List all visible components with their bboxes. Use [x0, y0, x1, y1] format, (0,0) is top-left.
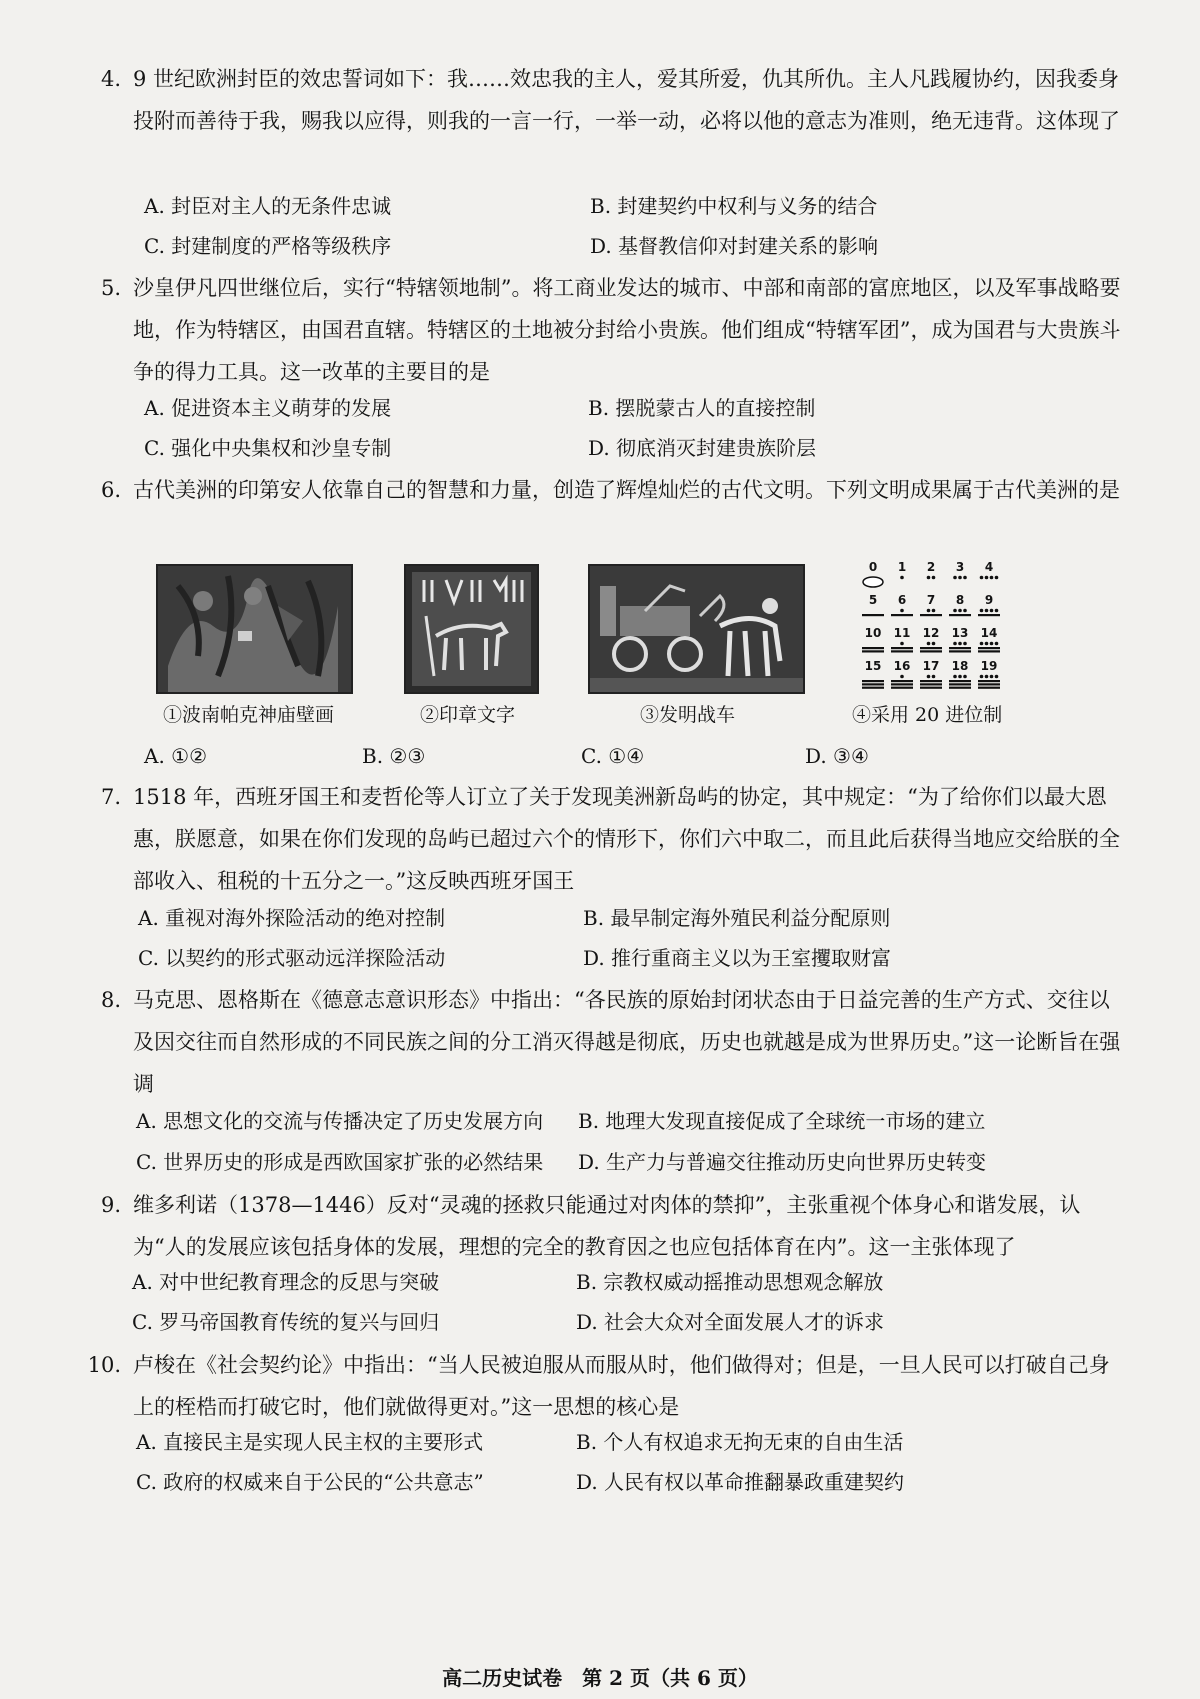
bonampak-mural-image	[156, 564, 353, 694]
maya-numeral	[945, 626, 975, 660]
question-6-stem	[100, 469, 1123, 511]
maya-bar-mark	[949, 687, 971, 689]
question-7-stem	[100, 776, 1123, 902]
maya-bar-mark	[862, 614, 884, 616]
maya-numeral-glyph	[860, 640, 886, 656]
maya-dot-mark	[990, 675, 994, 679]
maya-numeral	[974, 593, 1004, 627]
maya-numeral	[858, 560, 888, 594]
maya-dot-mark	[980, 642, 984, 646]
figure-caption-1: ①波南帕克神庙壁画	[163, 704, 335, 726]
maya-dot-mark	[932, 576, 936, 580]
maya-dot-mark	[963, 642, 967, 646]
maya-numeral-glyph	[976, 607, 1002, 623]
maya-dot-mark	[990, 642, 994, 646]
question-text: 沙皇伊凡四世继位后，实行“特辖领地制”。将工商业发达的城市、中部和南部的富庶地区，以及军事战略要地，作为特辖区，由国君直辖。特辖区的土地被分封给小贵族。他们组成“特辖军团”，成为国君与大贵族斗争的得力工具。这一改革的主要目的是	[133, 276, 1121, 384]
maya-numeral-label: 0	[868, 560, 878, 574]
maya-bar-mark	[949, 680, 971, 682]
maya-dot-mark	[990, 576, 994, 580]
maya-bar-mark	[891, 683, 913, 685]
maya-dot-mark	[995, 642, 999, 646]
maya-dot-mark	[995, 609, 999, 613]
maya-numeral-label: 3	[955, 560, 965, 574]
maya-numeral	[916, 626, 946, 660]
maya-dot-mark	[985, 609, 989, 613]
maya-dot-mark	[990, 609, 994, 613]
maya-dot-mark	[900, 576, 904, 580]
maya-bar-mark	[920, 614, 942, 616]
maya-bar-mark	[920, 650, 942, 652]
maya-bar-mark	[920, 683, 942, 685]
maya-numeral-label: 10	[864, 626, 882, 640]
maya-numeral-glyph	[947, 607, 973, 623]
maya-numeral-label: 1	[897, 560, 907, 574]
maya-numeral	[916, 593, 946, 627]
maya-numeral	[858, 593, 888, 627]
question-text: 1518 年，西班牙国王和麦哲伦等人订立了关于发现美洲新岛屿的协定，其中规定：“为了给你们以最大恩惠，朕愿意，如果在你们发现的岛屿已超过六个的情形下，你们六中取二，而且此后获得当地应交给朕的全部收入、租税的十五分之一。”这反映西班牙国王	[133, 785, 1120, 893]
option-d: D. 推行重商主义以为王室攫取财富	[583, 946, 892, 970]
maya-numeral	[887, 626, 917, 660]
option-a: A. ①②	[144, 744, 208, 768]
maya-dot-mark	[985, 576, 989, 580]
option-d: D. 彻底消灭封建贵族阶层	[588, 436, 817, 460]
maya-numeral-label: 4	[984, 560, 994, 574]
question-number: 7.	[100, 785, 121, 809]
maya-numeral-glyph	[918, 673, 944, 689]
question-number: 8.	[100, 988, 121, 1012]
maya-numeral-label: 19	[980, 659, 998, 673]
maya-numerals-figure	[858, 560, 1008, 690]
maya-dot-mark	[958, 675, 962, 679]
maya-bar-mark	[978, 650, 1000, 652]
option-b: B. ②③	[362, 744, 426, 768]
maya-dot-mark	[932, 675, 936, 679]
maya-bar-mark	[891, 680, 913, 682]
maya-dot-mark	[958, 576, 962, 580]
option-d: D. 生产力与普遍交往推动历史向世界历史转变	[578, 1150, 987, 1174]
maya-numeral-glyph	[918, 640, 944, 656]
maya-numeral-label: 15	[864, 659, 882, 673]
maya-numeral-glyph	[860, 574, 886, 590]
maya-bar-mark	[978, 687, 1000, 689]
option-a: A. 重视对海外探险活动的绝对控制	[138, 906, 446, 930]
maya-dot-mark	[980, 675, 984, 679]
maya-numeral-glyph	[976, 640, 1002, 656]
option-c: C. 罗马帝国教育传统的复兴与回归	[132, 1310, 440, 1334]
option-d: D. 社会大众对全面发展人才的诉求	[576, 1310, 885, 1334]
question-number: 9.	[100, 1193, 121, 1217]
question-number: 6.	[100, 478, 121, 502]
maya-numeral	[916, 560, 946, 594]
maya-bar-mark	[862, 680, 884, 682]
option-c: C. 政府的权威来自于公民的“公共意志”	[136, 1470, 484, 1494]
maya-numeral-label: 12	[922, 626, 940, 640]
maya-dot-mark	[927, 609, 931, 613]
maya-bar-mark	[862, 650, 884, 652]
maya-numeral-glyph	[860, 607, 886, 623]
maya-numeral-label: 16	[893, 659, 911, 673]
maya-bar-mark	[949, 650, 971, 652]
option-c: C. 强化中央集权和沙皇专制	[144, 436, 392, 460]
maya-numeral-glyph	[947, 673, 973, 689]
maya-numeral	[887, 560, 917, 594]
question-number: 4.	[100, 67, 121, 91]
option-c: C. ①④	[581, 744, 645, 768]
maya-numeral-label: 11	[893, 626, 911, 640]
maya-numeral-label: 7	[926, 593, 936, 607]
question-number: 5.	[100, 276, 121, 300]
maya-numeral	[887, 659, 917, 693]
maya-bar-mark	[978, 614, 1000, 616]
option-c: C. 世界历史的形成是西欧国家扩张的必然结果	[136, 1150, 544, 1174]
maya-dot-mark	[995, 576, 999, 580]
maya-numeral-label: 17	[922, 659, 940, 673]
option-a: A. 对中世纪教育理念的反思与突破	[132, 1270, 440, 1294]
maya-dot-mark	[927, 642, 931, 646]
maya-bar-mark	[949, 647, 971, 649]
maya-dot-mark	[927, 675, 931, 679]
question-text: 维多利诺（1378—1446）反对“灵魂的拯救只能通过对肉体的禁抑”，主张重视个体身心和谐发展，认为“人的发展应该包括身体的发展，理想的完全的教育因之也应包括体育在内”。这一主张体现了	[133, 1193, 1081, 1259]
option-b: B. 最早制定海外殖民利益分配原则	[583, 906, 891, 930]
maya-dot-mark	[958, 642, 962, 646]
maya-numeral-label: 14	[980, 626, 998, 640]
question-text: 卢梭在《社会契约论》中指出：“当人民被迫服从而服从时，他们做得对；但是，一旦人民可以打破自己身上的桎梏而打破它时，他们就做得更对。”这一思想的核心是	[133, 1353, 1110, 1419]
question-text: 9 世纪欧洲封臣的效忠誓词如下：我……效忠我的主人，爱其所爱，仇其所仇。主人凡践履协约，因我委身投附而善待于我，赐我以应得，则我的一言一行，一举一动，必将以他的意志为准则，绝无违背。这体现了	[133, 67, 1120, 133]
maya-dot-mark	[900, 675, 904, 679]
maya-numeral	[887, 593, 917, 627]
maya-dot-mark	[953, 642, 957, 646]
maya-bar-mark	[891, 650, 913, 652]
maya-numeral	[916, 659, 946, 693]
maya-numeral-label: 5	[868, 593, 878, 607]
option-d: D. 基督教信仰对封建关系的影响	[590, 234, 879, 258]
maya-numeral	[974, 626, 1004, 660]
maya-bar-mark	[920, 687, 942, 689]
maya-numeral-label: 2	[926, 560, 936, 574]
maya-numeral-label: 6	[897, 593, 907, 607]
figure-caption-2: ②印章文字	[420, 704, 516, 726]
maya-dot-mark	[932, 642, 936, 646]
maya-bar-mark	[978, 680, 1000, 682]
maya-bar-mark	[862, 687, 884, 689]
maya-dot-mark	[963, 576, 967, 580]
maya-bar-mark	[862, 647, 884, 649]
maya-numeral-glyph	[889, 607, 915, 623]
maya-numeral-label: 8	[955, 593, 965, 607]
maya-dot-mark	[953, 576, 957, 580]
maya-bar-mark	[920, 647, 942, 649]
question-8-stem	[100, 979, 1123, 1105]
maya-dot-mark	[985, 642, 989, 646]
maya-numeral	[945, 593, 975, 627]
maya-dot-mark	[932, 609, 936, 613]
maya-bar-mark	[862, 683, 884, 685]
option-a: A. 促进资本主义萌芽的发展	[144, 396, 392, 420]
maya-numeral	[858, 659, 888, 693]
maya-numeral	[945, 560, 975, 594]
maya-bar-mark	[978, 683, 1000, 685]
option-c: C. 以契约的形式驱动远洋探险活动	[138, 946, 446, 970]
question-5-stem	[100, 267, 1123, 393]
maya-shell-mark	[863, 577, 883, 587]
maya-bar-mark	[949, 614, 971, 616]
option-d: D. 人民有权以革命推翻暴政重建契约	[576, 1470, 905, 1494]
maya-dot-mark	[985, 675, 989, 679]
maya-dot-mark	[980, 609, 984, 613]
maya-numeral-glyph	[976, 673, 1002, 689]
question-4-stem	[100, 58, 1123, 142]
question-number: 10.	[87, 1353, 121, 1377]
option-a: A. 思想文化的交流与传播决定了历史发展方向	[136, 1109, 544, 1133]
maya-numeral-glyph	[947, 574, 973, 590]
option-a: A. 直接民主是实现人民主权的主要形式	[136, 1430, 484, 1454]
maya-numeral	[974, 659, 1004, 693]
maya-dot-mark	[963, 675, 967, 679]
option-b: B. 个人有权追求无拘无束的自由生活	[576, 1430, 904, 1454]
question-10-stem	[87, 1344, 1123, 1428]
option-d: D. ③④	[805, 744, 869, 768]
maya-numeral-glyph	[889, 574, 915, 590]
maya-dot-mark	[995, 675, 999, 679]
maya-numeral-glyph	[889, 640, 915, 656]
maya-numeral-label: 18	[951, 659, 969, 673]
maya-numeral-label: 13	[951, 626, 969, 640]
maya-dot-mark	[927, 576, 931, 580]
option-a: A. 封臣对主人的无条件忠诚	[144, 194, 392, 218]
maya-dot-mark	[980, 576, 984, 580]
maya-dot-mark	[900, 642, 904, 646]
maya-dot-mark	[953, 675, 957, 679]
maya-numeral	[974, 560, 1004, 594]
maya-dot-mark	[900, 609, 904, 613]
figure-caption-3: ③发明战车	[640, 704, 736, 726]
option-b: B. 宗教权威动摇推动思想观念解放	[576, 1270, 884, 1294]
maya-numeral-glyph	[889, 673, 915, 689]
question-text: 古代美洲的印第安人依靠自己的智慧和力量，创造了辉煌灿烂的古代文明。下列文明成果属于古代美洲的是	[133, 478, 1120, 502]
maya-bar-mark	[920, 680, 942, 682]
maya-numeral-label: 9	[984, 593, 994, 607]
maya-numeral-glyph	[860, 673, 886, 689]
maya-numeral-glyph	[918, 574, 944, 590]
option-b: B. 摆脱蒙古人的直接控制	[588, 396, 816, 420]
maya-dot-mark	[963, 609, 967, 613]
seal-script-image	[404, 564, 539, 694]
war-chariot-image	[588, 564, 805, 694]
maya-numeral-glyph	[947, 640, 973, 656]
question-text: 马克思、恩格斯在《德意志意识形态》中指出：“各民族的原始封闭状态由于日益完善的生产方式、交往以及因交往而自然形成的不同民族之间的分工消灭得越是彻底，历史也就越是成为世界历史。”这一论断旨在强调	[133, 988, 1121, 1096]
maya-dot-mark	[958, 609, 962, 613]
option-c: C. 封建制度的严格等级秩序	[144, 234, 392, 258]
page-footer: 高二历史试卷 第 2 页（共 6 页）	[442, 1666, 758, 1690]
maya-bar-mark	[891, 687, 913, 689]
maya-numeral	[858, 626, 888, 660]
maya-bar-mark	[891, 647, 913, 649]
option-b: B. 封建契约中权利与义务的结合	[590, 194, 878, 218]
maya-numeral	[945, 659, 975, 693]
maya-bar-mark	[978, 647, 1000, 649]
option-b: B. 地理大发现直接促成了全球统一市场的建立	[578, 1109, 986, 1133]
maya-numeral-glyph	[976, 574, 1002, 590]
maya-dot-mark	[953, 609, 957, 613]
maya-bar-mark	[891, 614, 913, 616]
figure-caption-4: ④采用 20 进位制	[852, 704, 1003, 726]
maya-numeral-glyph	[918, 607, 944, 623]
maya-bar-mark	[949, 683, 971, 685]
question-9-stem	[100, 1184, 1123, 1268]
